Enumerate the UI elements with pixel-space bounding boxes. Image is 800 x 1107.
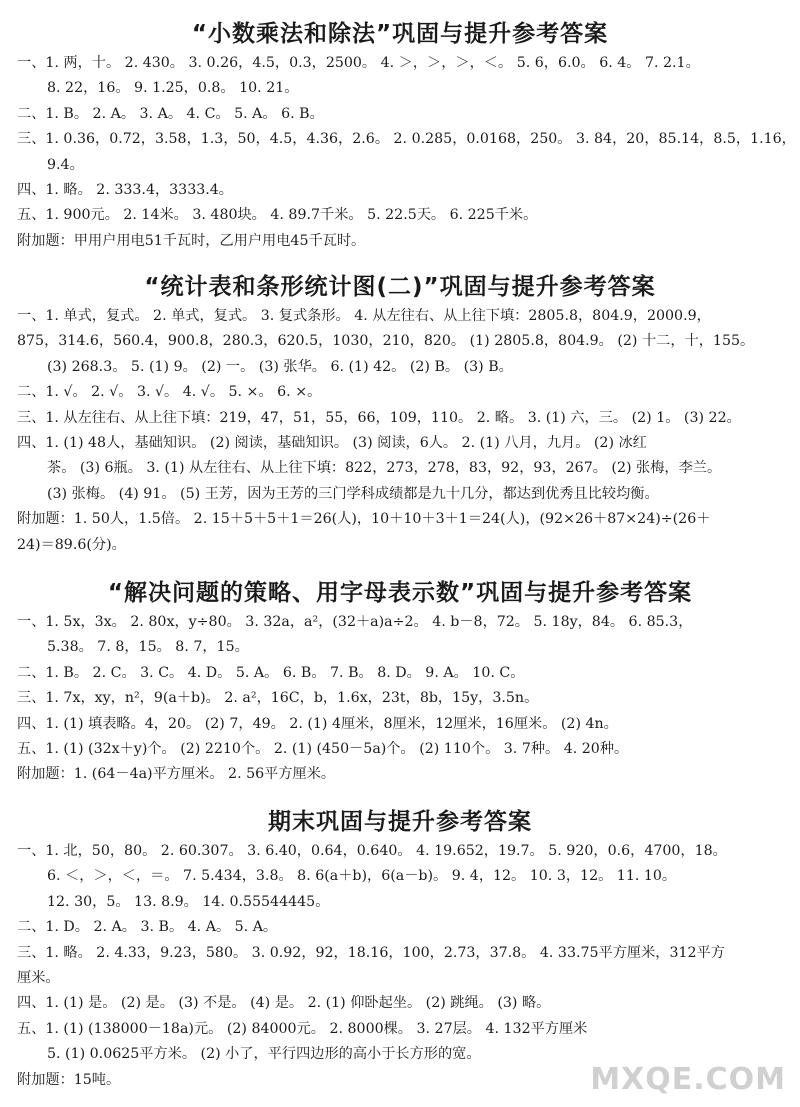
answer-line: 5.38。 7. 8，15。 8. 7，15。 [47, 639, 249, 656]
answer-line: 四、1. (1) 是。 (2) 是。 (3) 不是。 (4) 是。 2. (1) 仰卧起坐。 (2) 跳绳。 (3) 略。 [17, 995, 551, 1012]
answer-line: 一、1. 北，50，80。 2. 60.307。 3. 6.40，0.64，0.640。 4. 19.652，19.7。 5. 920，0.6，4700，18。 [17, 843, 727, 859]
answer-line: 附加题：1. (64－4a)平方厘米。 2. 56平方厘米。 [17, 766, 336, 783]
answer-line: 五、1. (1) (138000－18a)元。 (2) 84000元。 2. 8000棵。 3. 27层。 4. 132平方厘米 [17, 1020, 588, 1037]
section-title: “解决问题的策略、用字母表示数”巩固与提升参考答案 [107, 580, 693, 606]
answer-line: 5. (1) 0.0625平方米。 (2) 小了，平行四边形的高小于长方形的宽。 [47, 1046, 481, 1063]
answer-line: 6. ＜，＞，＜，＝。 7. 5.434，3.8。 8. 6(a＋b)，6(a－b)。 9. 4，12。 10. 3，12。 11. 10。 [47, 868, 677, 885]
answer-line: 24)＝89.6(分)。 [17, 536, 126, 553]
section-small-decimal [0, 17, 800, 254]
section-final [0, 805, 800, 1093]
answer-line: 二、1. B。 2. A。 3. A。 4. C。 5. A。 6. B。 [17, 105, 324, 122]
answer-line: 12. 30，5。 13. 8.9。 14. 0.55544445。 [47, 893, 330, 910]
answer-lines [0, 610, 800, 788]
answer-lines [0, 304, 800, 558]
section-statistics [0, 270, 800, 558]
answer-line: (3) 张梅。 (4) 91。 (5) 王芳，因为王芳的三门学科成绩都是九十几分，都达到优秀且比较均衡。 [47, 485, 659, 502]
section-title: “小数乘法和除法”巩固与提升参考答案 [191, 21, 609, 47]
answer-lines [0, 51, 800, 254]
answer-line: 四、1. (1) 填表略。4，20。 (2) 7，49。 2. (1) 4厘米，8厘米，12厘米，16厘米。 (2) 4n。 [17, 715, 618, 732]
answer-line: 875，314.6，560.4，900.8，280.3，620.5，1030，210，820。 (1) 2805.8，804.9。 (2) 十二，十，155。 [17, 333, 755, 350]
answer-line: 三、1. 0.36，0.72，3.58，1.3，50，4.5，4.36，2.6。 2. 0.285，0.0168，250。 3. 84，20，85.14，8.5，1.16， [17, 131, 796, 148]
answer-line: (3) 268.3。 5. (1) 9。 (2) 一。 (3) 张华。 6. (1) 42。 (2) B。 (3) B。 [47, 358, 513, 375]
answer-lines [0, 839, 800, 1093]
watermark: MXQE.COM [590, 1062, 786, 1097]
section-title: “统计表和条形统计图(二)”巩固与提升参考答案 [144, 274, 656, 300]
section-title: 期末巩固与提升参考答案 [268, 809, 532, 835]
answer-line: 附加题：1. 50人，1.5倍。 2. 15＋5＋5＋1＝26(人)，10＋10＋3＋1＝24(人)，(92×26＋87×24)÷(26＋ [17, 511, 711, 528]
answer-line: 一、1. 两，十。 2. 430。 3. 0.26，4.5，0.3，2500。 4. ＞，＞，＞，＜。 5. 6，6.0。 6. 4。 7. 2.1。 [17, 55, 700, 71]
answer-line: 二、1. √。 2. √。 3. √。 4. √。 5. ×。 6. ×。 [17, 384, 322, 401]
answer-line: 一、1. 5x，3x。 2. 80x，y÷80。 3. 32a，a²，(32＋a)a÷2。 4. b－8，72。 5. 18y，84。 6. 85.3， [17, 614, 693, 630]
answer-line: 茶。 (3) 6瓶。 3. (1) 从左往右、从上往下填：822，273，278，83，92，93，267。 (2) 张梅，李兰。 [47, 460, 722, 477]
answer-line: 附加题：15吨。 [17, 1071, 121, 1088]
answer-line: 二、1. B。 2. C。 3. C。 4. D。 5. A。 6. B。 7. B。 8. D。 9. A。 10. C。 [17, 664, 525, 681]
answer-line: 五、1. (1) (32x＋y)个。 (2) 2210个。 2. (1) (450－5a)个。 (2) 110个。 3. 7种。 4. 20种。 [17, 740, 629, 757]
answer-line: 三、1. 略。 2. 4.33，9.23，580。 3. 0.92，92，18.16，100，2.73，37.8。 4. 33.75平方厘米，312平方 [17, 944, 725, 961]
answer-line: 二、1. D。 2. A。 3. B。 4. A。 5. A。 [17, 919, 278, 936]
answer-line: 四、1. 略。 2. 333.4，3333.4。 [17, 181, 233, 198]
answer-line: 五、1. 900元。 2. 14米。 3. 480块。 4. 89.7千米。 5. 22.5天。 6. 225千米。 [17, 207, 538, 224]
answer-line: 一、1. 单式，复式。 2. 单式，复式。 3. 复式条形。 4. 从左往右、从上往下填：2805.8，804.9，2000.9， [17, 308, 711, 324]
answer-line: 8. 22，16。 9. 1.25，0.8。 10. 21。 [47, 80, 299, 97]
section-letters [0, 576, 800, 788]
answer-line: 9.4。 [47, 156, 84, 173]
answer-line: 厘米。 [17, 969, 60, 986]
answer-line: 三、1. 7x，xy，n²，9(a＋b)。 2. a²，16C，b，1.6x，23t，8b，15y，3.5n。 [17, 690, 539, 707]
answer-line: 三、1. 从左往右、从上往下填：219，47，51，55，66，109，110。 2. 略。 3. (1) 六，三。 (2) 1。 (3) 22。 [17, 409, 741, 426]
answer-line: 四、1. (1) 48人，基础知识。 (2) 阅读，基础知识。 (3) 阅读，6人。 2. (1) 八月，九月。 (2) 冰红 [17, 434, 647, 451]
answer-line: 附加题：甲用户用电51千瓦时，乙用户用电45千瓦时。 [17, 232, 366, 249]
